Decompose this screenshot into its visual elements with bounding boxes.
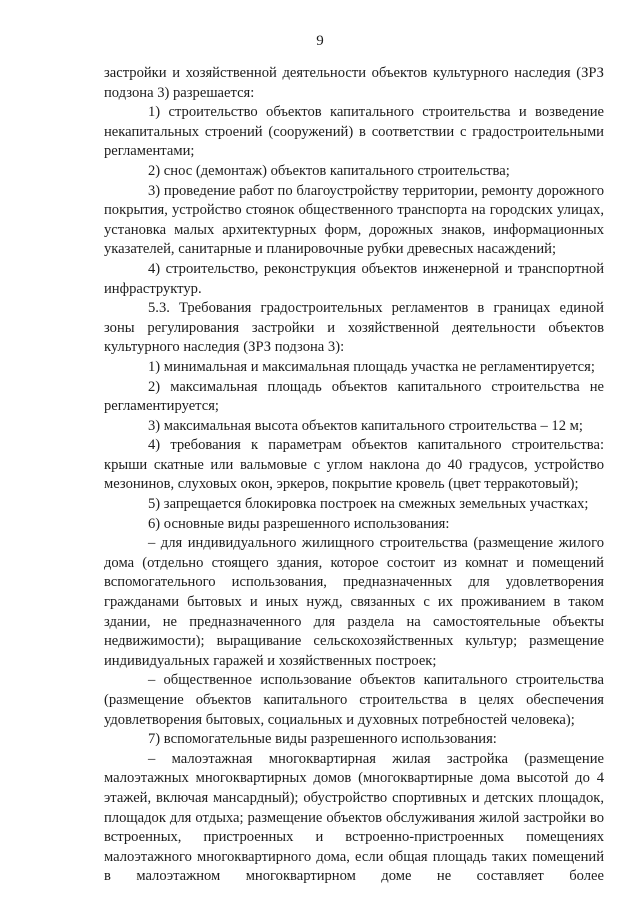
paragraph-item-plot-area: 1) минимальная и максимальная площадь участка не регламентируется; [148, 358, 595, 375]
paragraph-item-blocking-ban: 5) запрещается блокировка построек на смежных земельных участках; [148, 496, 589, 513]
section-heading-5-3: 5.3. Требования градостроительных регламентов в границах единой зоны регулирования застройки и хозяйственной деятельности объектов культурного наследия (ЗРЗ подзона 3): [104, 300, 604, 356]
paragraph-item-landscaping: 3) проведение работ по благоустройству территории, ремонту дорожного покрытия, устройство стоянок общественного транспорта на городских улицах, установка малых архитектурных форм, дорожных знаков, информационных указателей, санитарные и планировочные рубки древесных насаждений; [104, 182, 604, 258]
paragraph-use-individual-housing: – для индивидуального жилищного строительства (размещение жилого дома (отдельно стоящего здания, которое состоит из комнат и помещений вспомогательного использования, предназначенных для удовлетворения гражданами бытовых и иных нужд, связанных с их проживанием в таком здании, не предназначенного для раздела на самостоятельные объекты недвижимости); выращивание сельскохозяйственных культур; размещение индивидуальных гаражей и хозяйственных построек; [104, 535, 604, 669]
paragraph-item-infrastructure: 4) строительство, реконструкция объектов инженерной и транспортной инфраструктур. [104, 260, 604, 297]
document-body [104, 64, 604, 887]
paragraph-item-roof-requirements: 4) требования к параметрам объектов капитального строительства: крыши скатные или вальмовые с углом наклона до 40 градусов, устройство мезонинов, слуховых окон, эркеров, покрытие кровель (цвет терракотовый); [104, 437, 604, 493]
paragraph-use-lowrise-apartments: – малоэтажная многоквартирная жилая застройка (размещение малоэтажных многоквартирных домов (многоквартирные дома высотой до 4 этажей, включая мансардный); обустройство спортивных и детских площадок, площадок для отдыха; размещение объектов обслуживания жилой застройки во встроенных, пристроенных и встроенно-пристроенных помещениях малоэтажного многоквартирного дома, если общая площадь таких помещений в малоэтажном многоквартирном доме не составляет более [104, 750, 604, 885]
page-number: 9 [316, 33, 324, 49]
paragraph-item-max-height: 3) максимальная высота объектов капитального строительства – 12 м; [148, 417, 583, 434]
paragraph-intro: застройки и хозяйственной деятельности объектов культурного наследия (ЗРЗ подзона 3) разрешается: [104, 65, 604, 101]
paragraph-use-public: – общественное использование объектов капитального строительства (размещение объектов капитального строительства в целях обеспечения удовлетворения бытовых, социальных и духовных потребностей человека); [104, 672, 604, 728]
paragraph-item-demolition: 2) снос (демонтаж) объектов капитального строительства; [148, 162, 510, 179]
paragraph-item-construction: 1) строительство объектов капитального строительства и возведение некапитальных строений (сооружений) в соответствии с градостроительными регламентами; [104, 104, 604, 160]
paragraph-item-auxiliary-uses: 7) вспомогательные виды разрешенного использования: [148, 731, 497, 748]
paragraph-item-max-area: 2) максимальная площадь объектов капитального строительства не регламентируется; [104, 378, 604, 415]
paragraph-item-main-uses: 6) основные виды разрешенного использования: [148, 515, 450, 532]
